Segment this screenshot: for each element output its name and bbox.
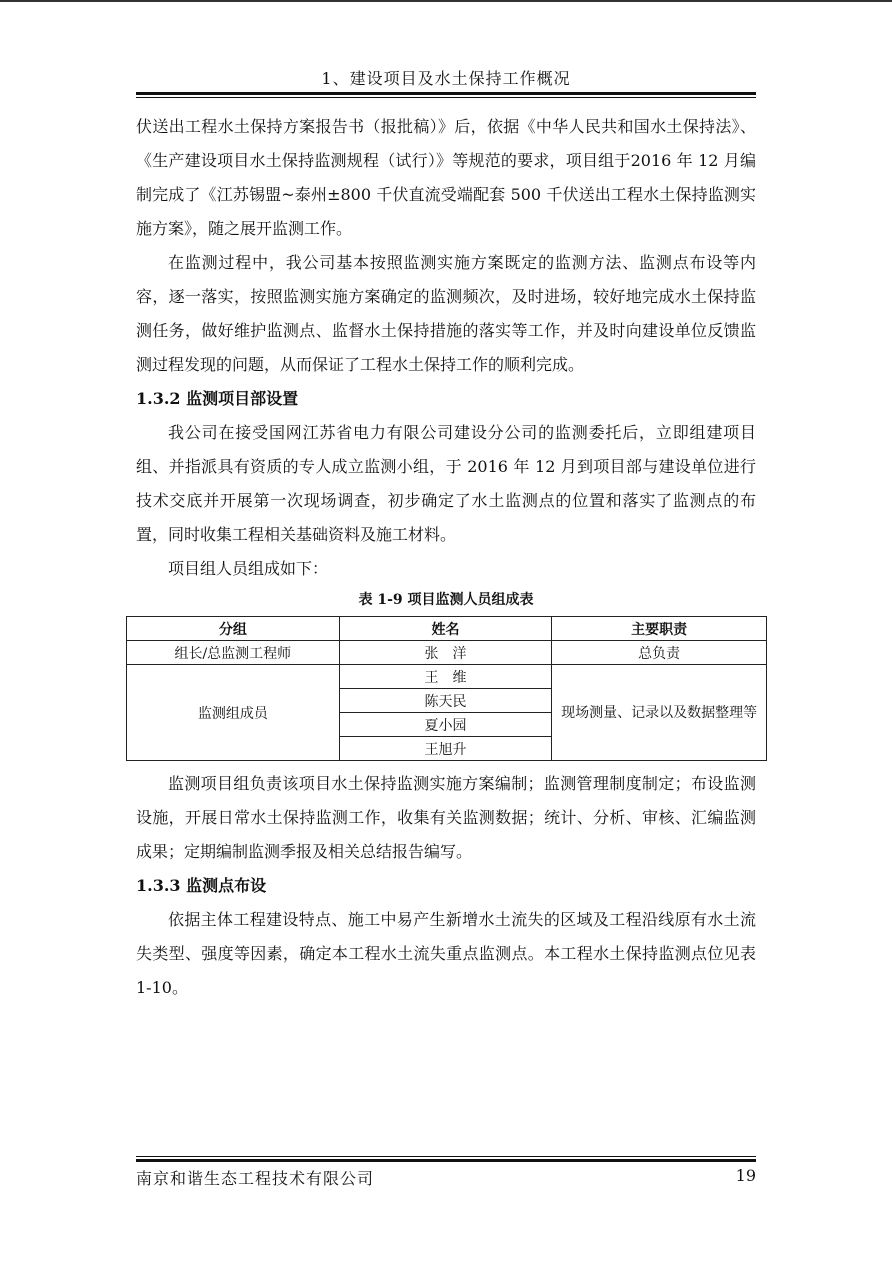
paragraph-team-intro: 项目组人员组成如下： (168, 559, 329, 578)
header-rule-thin (136, 97, 756, 98)
cell-name: 陈天民 (339, 689, 552, 713)
footer-rule (136, 1159, 756, 1162)
cell-name: 夏小园 (339, 713, 552, 737)
footer-rule-thin (136, 1156, 756, 1157)
staff-table (126, 616, 767, 761)
page-header-title: 1、建设项目及水土保持工作概况 (321, 69, 571, 88)
footer-company-name: 南京和谐生态工程技术有限公司 (136, 1169, 375, 1188)
cell-duty: 现场测量、记录以及数据整理等 (552, 665, 767, 761)
header-rule (136, 92, 756, 95)
page-number: 19 (735, 1166, 756, 1185)
paragraph-monitoring-points: 依据主体工程建设特点、施工中易产生新增水土流失的区域及工程沿线原有水土流失类型、强度等因素，确定本工程水土流失重点监测点。本工程水土保持监测点位见表 1-10。 (136, 910, 756, 997)
staff-table-wrapper (126, 616, 767, 761)
cell-group: 组长/总监测工程师 (127, 641, 340, 665)
cell-duty: 总负责 (552, 641, 767, 665)
table-row (127, 665, 767, 689)
cell-name: 王旭升 (339, 737, 552, 761)
header-name: 姓名 (339, 617, 552, 641)
cell-name: 王 维 (339, 665, 552, 689)
paragraph-continuation: 伏送出工程水土保持方案报告书（报批稿）》后，依据《中华人民共和国水土保持法》、《生产建设项目水土保持监测规程（试行）》等规范的要求，项目组于2016 年 12 月编制完成了《江苏锡盟~泰州±800 千伏直流受端配套 500 千伏送出工程水土保持监测实施方案》，随之展开监测工作。 (136, 117, 756, 238)
table-header-row (127, 617, 767, 641)
table-caption: 表 1-9 项目监测人员组成表 (358, 592, 534, 608)
top-border (0, 0, 892, 2)
cell-name: 张 洋 (339, 641, 552, 665)
section-heading-1-3-3: 1.3.3 监测点布设 (136, 876, 267, 895)
section-heading-1-3-2: 1.3.2 监测项目部设置 (136, 389, 299, 408)
paragraph-team-duties: 监测项目组负责该项目水土保持监测实施方案编制；监测管理制度制定；布设监测设施，开展日常水土保持监测工作，收集有关监测数据；统计、分析、审核、汇编监测成果；定期编制监测季报及相关总结报告编写。 (136, 774, 756, 861)
paragraph-monitoring-process: 在监测过程中，我公司基本按照监测实施方案既定的监测方法、监测点布设等内容，逐一落实，按照监测实施方案确定的监测频次，及时进场，较好地完成水土保持监测任务，做好维护监测点、监督水土保持措施的落实等工作，并及时向建设单位反馈监测过程发现的问题，从而保证了工程水土保持工作的顺利完成。 (136, 253, 756, 374)
table-row (127, 641, 767, 665)
cell-group: 监测组成员 (127, 665, 340, 761)
paragraph-project-setup: 我公司在接受国网江苏省电力有限公司建设分公司的监测委托后，立即组建项目组、并指派具有资质的专人成立监测小组，于 2016 年 12 月到项目部与建设单位进行技术交底并开展第一次现场调查，初步确定了水土监测点的位置和落实了监测点的布置，同时收集工程相关基础资料及施工材料。 (136, 423, 756, 544)
page-body (136, 110, 756, 1005)
header-duty: 主要职责 (552, 617, 767, 641)
header-group: 分组 (127, 617, 340, 641)
